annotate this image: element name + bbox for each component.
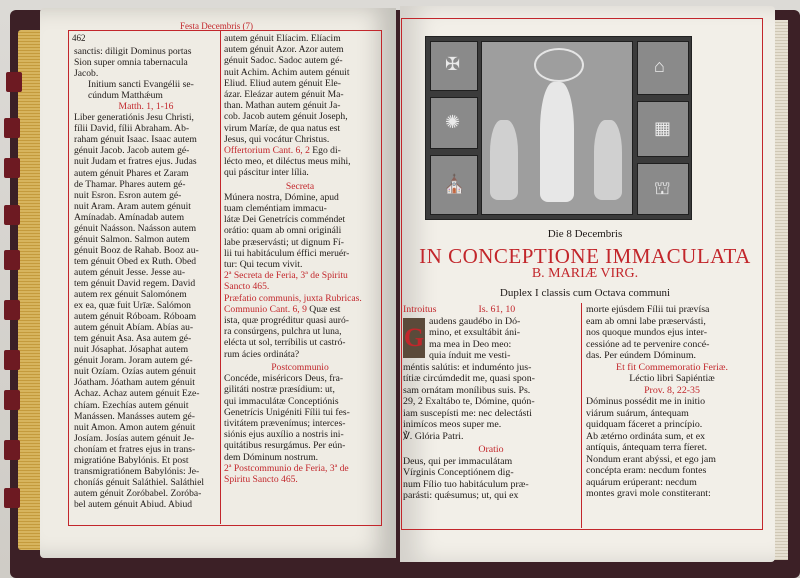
- proverbs-reference: Prov. 8, 22-35: [644, 384, 700, 396]
- text-line: rum ácies ordináta?: [224, 348, 300, 360]
- text-line: génuit Jacob. Jacob autem gé-: [74, 145, 190, 157]
- text-line: iam suscepísti me: nec delectásti: [403, 407, 532, 419]
- lectio-heading: Léctio libri Sapiéntiæ: [629, 373, 715, 384]
- text-line: Achaz. Achaz autem génuit Eze-: [74, 388, 200, 400]
- text-line: autem génuit Phares et Zaram: [74, 167, 189, 179]
- text-line: morte ejúsdem Fílii tui prævísa: [586, 304, 710, 315]
- text-line: Jóatham. Jóatham autem génuit: [74, 377, 195, 389]
- offertorium-label: Offertorium Cant. 6, 2: [224, 145, 310, 157]
- text-line: de Thamar. Phares autem gé-: [74, 178, 186, 190]
- text-line: nuit Achim. Achim autem génuit: [224, 66, 350, 78]
- text-line: títiæ circúmdedit me, quasi spon-: [403, 373, 535, 384]
- ribbon-tab: [6, 72, 22, 92]
- text-line: nos quoque mundos ejus inter-: [586, 327, 708, 338]
- text-line: tivitátem prævenímus; interces-: [224, 417, 346, 429]
- text-line: migratióne Babylónis. Et post: [74, 454, 189, 466]
- text-line: qui páscitur inter lília.: [224, 167, 309, 179]
- text-line: nuit Judam et fratres ejus. Judas: [74, 156, 197, 168]
- angel-figure: [490, 120, 518, 200]
- text-line: inimícos meos super me.: [403, 419, 502, 430]
- text-line: montes gravi mole constiterant:: [586, 488, 711, 499]
- feast-subtitle: B. MARIÆ VIRG.: [531, 266, 639, 281]
- text-line: tuam cleméntiam immacu-: [224, 203, 327, 215]
- left-column-rule: [220, 30, 221, 524]
- text-line: fílii David, fílii Abraham. Ab-: [74, 123, 190, 135]
- text-line: labe præservásti; ut dignum Fí-: [224, 236, 344, 248]
- ribbon-tab: [4, 350, 20, 370]
- commemoratio-rubric: Et fit Commemoratio Feriæ.: [616, 361, 728, 373]
- text-line: chíam. Ezechías autem génuit: [74, 399, 189, 411]
- ribbon-tab: [4, 488, 20, 508]
- text-line: virum Maríæ, de qua natus est: [224, 122, 341, 134]
- text-line: Múnera nostra, Dómine, apud: [224, 191, 339, 203]
- text-line: Genetrícis Unigéniti Fílii tui fes-: [224, 406, 350, 418]
- text-line: concépta eram: necdum fontes: [586, 465, 707, 476]
- engraving-panel: ✠: [430, 41, 478, 91]
- text-line: bel autem génuit Abiud. Abiud: [74, 498, 193, 510]
- text-line: nuit Ozíam. Ozías autem génuit: [74, 366, 196, 378]
- oratio-label: Oratio: [478, 444, 504, 455]
- text-line: qui immaculátæ Conceptiónis: [224, 395, 339, 407]
- text-line: génuit Sadoc. Sadoc autem gé-: [224, 55, 343, 67]
- text-line: lii tui habitáculum éffici meruér-: [224, 247, 350, 259]
- text-line: méntis salútis: et induménto jus-: [403, 361, 532, 373]
- text-line: Nondum erant abýssi, et ego jam: [586, 453, 716, 465]
- ribbon-tab: [4, 440, 20, 460]
- text-line: parásti: quǽsumus; ut, qui ex: [403, 490, 519, 501]
- text-line: Sion super omnia tabernacula: [74, 57, 188, 69]
- text-line: antíquis, ántequam terra fíeret.: [586, 442, 707, 453]
- praefatio-rubric: Præfatio communis, juxta Rubricas.: [224, 292, 362, 304]
- engraving-panel: ⛪: [430, 155, 478, 215]
- text-line: Manássen. Manásses autem gé-: [74, 410, 195, 422]
- ribbon-tab: [4, 250, 20, 270]
- text-line: autem génuit Azor. Azor autem: [224, 44, 344, 56]
- text-line: dem Dóminum nostrum.: [224, 451, 319, 463]
- introitus-reference: Is. 61, 10: [478, 304, 516, 315]
- text-line: Concéde, miséricors Deus, fra-: [224, 373, 344, 385]
- text-line: raham génuit Isaac. Isaac autem: [74, 134, 197, 146]
- text-line: sanctis: diligit Dominus portas: [74, 46, 192, 57]
- text-line: quidquam fáceret a princípio.: [586, 419, 703, 430]
- text-line: autem génuit Elíacim. Elíacim: [224, 33, 341, 44]
- engraving-panel: ⌂: [637, 41, 689, 95]
- text-line: 29, 2 Exaltábo te, Dómine, quón-: [403, 396, 535, 407]
- text-line: nuit Amon. Amon autem génuit: [74, 421, 196, 433]
- text-line: Josíam. Josías autem génuit Je-: [74, 432, 195, 444]
- text-line: autem génuit Abíam. Abías au-: [74, 322, 194, 334]
- text-line: Deus, qui per immaculátam: [403, 455, 513, 467]
- feast-rank: Duplex I classis cum Octava communi: [499, 287, 671, 299]
- text-line: lécto meo, et diléctus meus mihi,: [224, 156, 351, 168]
- text-line: ista, quæ progréditur quasi auró-: [224, 315, 349, 327]
- right-column-1: [403, 304, 579, 502]
- text-line: eam ab omni labe præservásti,: [586, 315, 706, 327]
- left-column-2: [224, 33, 376, 485]
- text-line: autem génuit Jesse. Jesse au-: [74, 266, 186, 278]
- text-line: num Fílio tuo habitáculum præ-: [403, 478, 529, 490]
- text-line: das. Per eúndem Dóminum.: [586, 350, 696, 361]
- text-line: autem rex génuit Salomónem: [74, 289, 187, 301]
- text-line: ma mea in Deo meo:: [429, 338, 512, 350]
- right-column-2: [586, 304, 758, 500]
- text-line: nuit Esron. Esron autem gé-: [74, 189, 182, 201]
- ribbon-tab: [4, 158, 20, 178]
- engraving-panel: ✺: [430, 97, 478, 149]
- text-line: Ab ætérno ordináta sum, et ex: [586, 430, 706, 442]
- gospel-reference: Matth. 1, 1-16: [118, 101, 174, 113]
- text-line: gilitáti nostræ præsídium: ut,: [224, 384, 335, 396]
- text-line: génuit Booz de Rahab. Booz au-: [74, 244, 199, 256]
- text-line: Eliud. Eliud autem génuit Ele-: [224, 77, 341, 89]
- text-line: Quæ est: [309, 303, 341, 315]
- text-line: choníás génuit Saláthiel. Saláthiel: [74, 476, 205, 488]
- text-line: autem génuit Zoróbabel. Zoróba-: [74, 487, 202, 499]
- ribbon-tab: [4, 118, 20, 138]
- text-line: Ego di-: [312, 145, 341, 157]
- text-line: sam ornátam monílibus suis. Ps.: [403, 384, 531, 396]
- text-line: transmigratiónem Babylónis: Je-: [74, 465, 200, 477]
- text-line: quia índuit me vesti-: [429, 350, 511, 361]
- text-line: Dóminus possédit me in initio: [586, 396, 706, 407]
- text-line: Jesus, qui vocátur Christus.: [224, 133, 330, 145]
- immaculate-conception-engraving: [425, 36, 692, 220]
- halo-icon: [534, 48, 584, 82]
- ribbon-tab: [4, 300, 20, 320]
- text-line: orátio: quam ab omni origináli: [224, 225, 342, 237]
- postcommunio-label: Postcommunio: [271, 361, 329, 373]
- text-line: viárum suárum, ántequam: [586, 407, 689, 419]
- text-line: tem génuit Asa. Asa autem gé-: [74, 333, 192, 345]
- text-line: nuit Jósaphat. Jósaphat autem: [74, 344, 189, 356]
- text-line: autem génuit Róboam. Róboam: [74, 311, 197, 323]
- text-line: génuit Joram. Joram autem gé-: [74, 355, 193, 367]
- text-line: tem génuit David regem. David: [74, 277, 196, 289]
- gospel-heading: cúndum Matthǽum: [88, 90, 163, 102]
- angel-figure: [594, 120, 622, 200]
- ribbon-tab: [4, 205, 20, 225]
- engraving-panel: ▦: [637, 101, 689, 157]
- text-line: Amínadab. Amínadab autem: [74, 211, 185, 223]
- text-line: nuit Aram. Aram autem génuit: [74, 200, 191, 212]
- text-line: choníam et fratres ejus in trans-: [74, 443, 196, 455]
- text-line: aquárum erúperant: necdum: [586, 476, 697, 488]
- left-column-1: [74, 46, 218, 510]
- ribbon-tab: [4, 390, 20, 410]
- text-line: ℣. Glória Patri.: [403, 430, 464, 442]
- feast-date: Die 8 Decembris: [547, 228, 623, 240]
- text-line: ázar. Eleázar autem génuit Ma-: [224, 89, 344, 101]
- page-header: Festa Decembris (7): [180, 21, 253, 31]
- text-line: siónis ejus auxílio a nostris ini-: [224, 429, 344, 441]
- text-line: Vírginis Conceptiónem dig-: [403, 467, 514, 478]
- text-line: ra consúrgens, pulchra ut luna,: [224, 326, 342, 338]
- secreta-label: Secreta: [285, 180, 315, 192]
- text-line: tem génuit Obed ex Ruth. Obed: [74, 255, 197, 267]
- text-line: látæ Dei Genetrícis comméndet: [224, 214, 346, 226]
- engraving-panel: ⛫: [637, 163, 689, 215]
- text-line: Liber generatiónis Jesu Christi,: [74, 112, 194, 124]
- text-line: génuit Salmon. Salmon autem: [74, 233, 190, 245]
- text-line: than. Mathan autem génuit Ja-: [224, 100, 341, 112]
- postcommunio-rubric: 2ª Postcommunio de Feria, 3ª de Spiritu Sancto 465.: [224, 462, 349, 485]
- text-line: tur: Qui tecum vivit.: [224, 259, 303, 271]
- text-line: cob. Jacob autem génuit Joseph,: [224, 111, 348, 123]
- text-line: mino, et exsultábit áni-: [429, 327, 521, 338]
- introitus-label: Introitus: [403, 304, 437, 315]
- virgin-figure: [540, 82, 574, 202]
- feast-title: IN CONCEPTIONE IMMACULATA: [419, 244, 751, 268]
- secreta-rubric: 2ª Secreta de Feria, 3ª de Spiritu Sancto 465.: [224, 270, 348, 293]
- text-line: quitátibus resurgámus. Per eún-: [224, 440, 346, 452]
- text-line: elécta ut sol, terríbilis ut castró-: [224, 337, 346, 349]
- text-line: génuit Naásson. Naásson autem: [74, 222, 197, 234]
- communio-label: Communio Cant. 6, 9: [224, 303, 307, 315]
- text-line: audens gaudébo in Dó-: [429, 315, 521, 327]
- text-line: cessióne ad te pervenire concé-: [586, 338, 710, 350]
- text-line: ex ea, quæ fuit Urīæ. Salómon: [74, 300, 191, 312]
- text-line: Jacob.: [74, 68, 99, 80]
- page-number: 462: [72, 33, 86, 43]
- gospel-heading: Initium sancti Evangélii se-: [88, 79, 194, 91]
- engraving-central-scene: [481, 41, 633, 215]
- illuminated-initial-g-icon: G: [403, 318, 425, 358]
- right-column-rule: [581, 303, 582, 528]
